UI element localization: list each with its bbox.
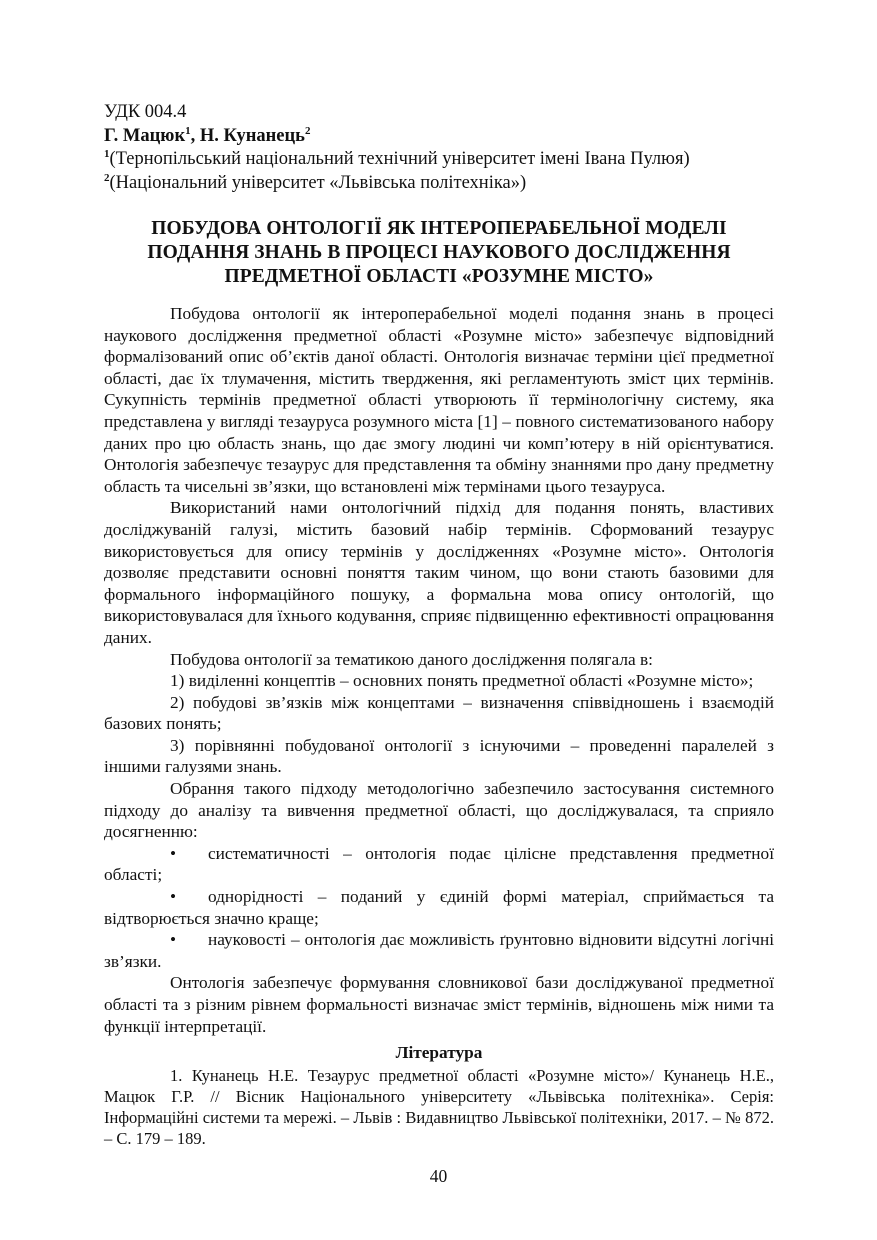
author-separator: , <box>190 126 200 146</box>
body-paragraph-1: Побудова онтології як інтероперабельної моделі подання знань в процесі наукового дослідження предметної області «Розумне місто» забезпечує відповідний формалізований опис об’єктів даної області. Онтологія визначає терміни цієї предметної області, дає їх тлумачення, містить твердження, які регламентують зміст цих термінів. Сукупність термінів предметної області утворюють її термінологічну систему, яка представлена у вигляді тезауруса розумного міста [1] – повного систематизованого набору даних про цю область знань, що дає змогу людині чи комп’ютеру в ній орієнтуватися. Онтологія забезпечує тезаурус для представлення та обміну знаннями про дану предметну область та чисельні зв’язки, що встановлені між термінами цього тезауруса. <box>104 304 774 496</box>
numbered-item-3: 3) порівнянні побудованої онтології з існуючими – проведенні паралелей з іншими галузями знань. <box>104 735 774 777</box>
author-2-affiliation-mark: 2 <box>304 124 311 137</box>
literature-heading: Література <box>395 1043 483 1063</box>
paper-page <box>104 101 774 1149</box>
affiliation-1-text: (Тернопільський національний технічний університет імені Івана Пулюя) <box>109 149 690 169</box>
page-number: 40 <box>429 1166 448 1186</box>
author-1-affiliation-mark: 1 <box>185 124 191 137</box>
numbered-item-2: 2) побудові зв’язків між концептами – визначення співвідношень і взаємодій базових понять; <box>104 692 774 734</box>
body-paragraph-5: Онтологія забезпечує формування словникової бази досліджуваної предметної області та з різним рівнем формальності визначає зміст термінів, відношень між ними та функції інтерпретації. <box>104 973 774 1036</box>
bullet-marker: • <box>170 930 177 950</box>
affiliation-2-text: (Національний університет «Львівська політехніка») <box>109 172 527 193</box>
bullet-item-1-text: систематичності – онтологія подає цілісне представлення предметної області; <box>104 843 774 885</box>
bullet-marker: • <box>170 843 177 863</box>
author-1: Г. Мацюк <box>104 126 186 146</box>
affiliation-1-mark: 1 <box>104 147 110 160</box>
body-paragraph-2: Використаний нами онтологічний підхід для подання понять, властивих досліджуваній галузі, містить базовий набір термінів. Сформований тезаурус використовується для опису термінів у дослідженнях «Розумне місто». Онтологія дозволяє представити основні поняття таким чином, що вони стають базовими для формального інформаційного пошуку, а формальна мова опису онтологій, що використовувалася для їхнього кодування, сприяє підвищенню ефективності опрацювання даних. <box>104 498 774 647</box>
affiliation-2-mark: 2 <box>104 171 110 184</box>
bullet-item-2-text: однорідності – поданий у єдиній формі матеріал, сприймається та відтворюється значно краще; <box>104 887 774 928</box>
bullet-item-2 <box>104 886 774 929</box>
body-paragraph-3: Побудова онтології за тематикою даного дослідження полягала в: <box>170 649 653 669</box>
paper-title: ПОБУДОВА ОНТОЛОГІЇ ЯК ІНТЕРОПЕРАБЕЛЬНОЇ МОДЕЛІ ПОДАННЯ ЗНАНЬ В ПРОЦЕСІ НАУКОВОГО ДОСЛІДЖЕННЯ ПРЕДМЕТНОЇ ОБЛАСТІ «РОЗУМНЕ МІСТО» <box>147 218 731 287</box>
udk-code: УДК 004.4 <box>104 102 187 122</box>
bullet-marker: • <box>170 887 177 907</box>
affiliation-2 <box>104 172 774 196</box>
bullet-item-3-text: науковості – онтологія дає можливість ґрунтовно відновити відсутні логічні зв’язки. <box>104 930 774 971</box>
body-paragraph-4: Обрання такого підходу методологічно забезпечило застосування системного підходу до аналізу та вивчення предметної області, що досліджувалася, та сприяло досягненню: <box>104 779 774 842</box>
affiliation-1 <box>104 148 774 172</box>
numbered-item-1: 1) виділенні концептів – основних понять предметної області «Розумне місто»; <box>170 671 754 691</box>
author-2: Н. Кунанець <box>199 126 305 146</box>
reference-1: 1. Кунанець Н.Е. Тезаурус предметної області «Розумне місто»/ Кунанець Н.Е., Мацюк Г.Р. // Вісник Національного університету «Львівська політехніка». Серія: Інформаційні системи та мережі. – Львів : Видавництво Львівської політехніки, 2017. – № 872. – С. 179 – 189. <box>104 1065 774 1148</box>
authors-line <box>104 124 774 148</box>
bullet-item-3 <box>104 929 774 972</box>
bullet-item-1 <box>104 843 774 886</box>
